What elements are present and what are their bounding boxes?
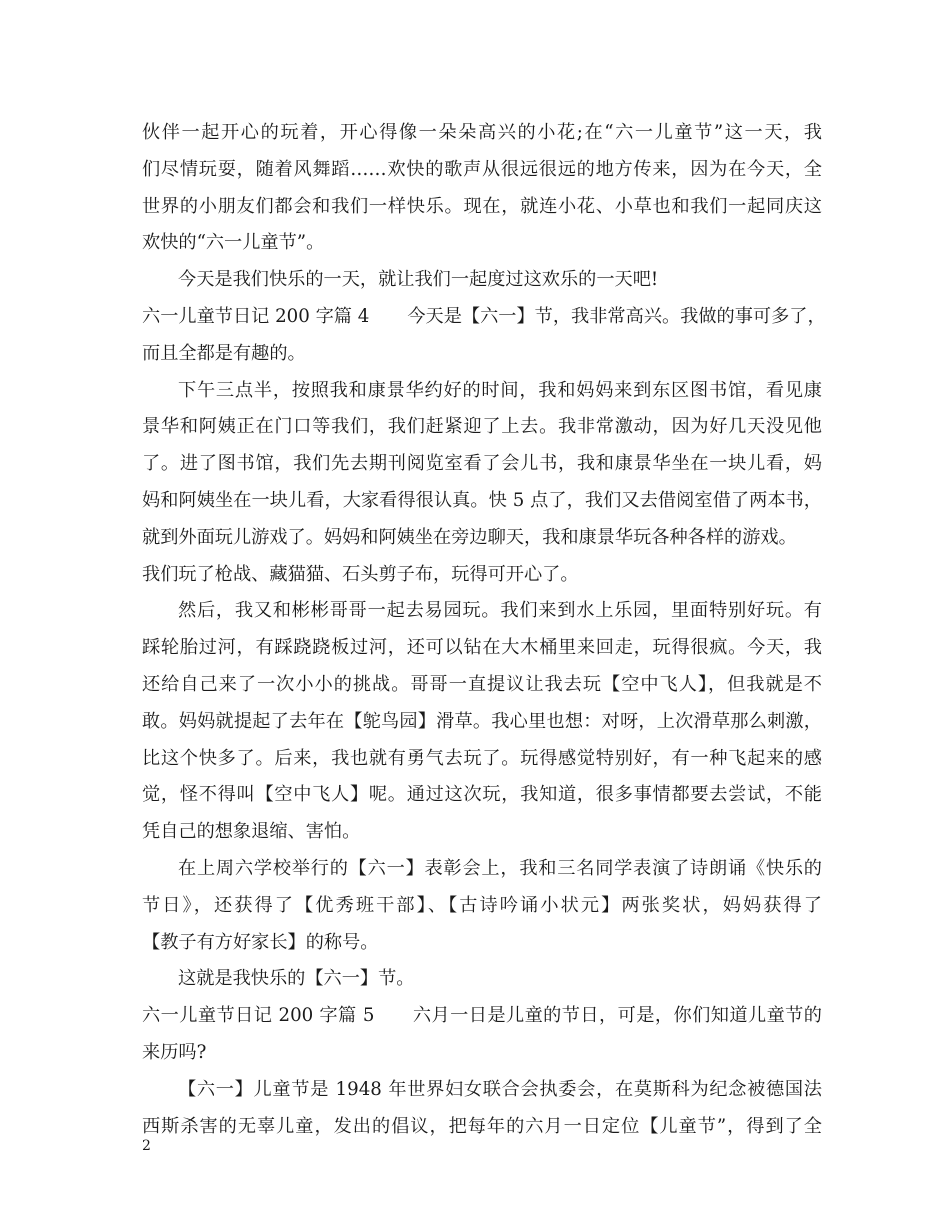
text-line: 这就是我快乐的【六一】节。 (178, 968, 415, 990)
text-line: 踩轮胎过河，有踩跷跷板过河，还可以钻在大木桶里来回走，玩得很疯。今天，我 (142, 637, 822, 659)
text-line: 今天是我们快乐的一天，就让我们一起度过这欢乐的一天吧! (178, 269, 659, 291)
text-line: 节日》，还获得了【优秀班干部】、【古诗吟诵小状元】两张奖状，妈妈获得了 (142, 894, 822, 916)
document-body (142, 115, 826, 1145)
text-line: 伙伴一起开心的玩着，开心得像一朵朵高兴的小花;在“六一儿童节”这一天，我 (142, 122, 822, 143)
text-line: 六月一日是儿童的节日，可是，你们知道儿童节的 (412, 1005, 822, 1027)
text-line: 们尽情玩耍，随着风舞蹈……欢快的歌声从很远很远的地方传来，因为在今天，全 (142, 158, 822, 180)
text-line: 觉，怪不得叫【空中飞人】呢。通过这次玩，我知道，很多事情都要去尝试，不能 (142, 784, 822, 806)
section-heading: 六一儿童节日记 200 字篇 4 (142, 305, 370, 327)
section-heading: 六一儿童节日记 200 字篇 5 (142, 1005, 375, 1027)
text-line: 敢。妈妈就提起了去年在【鸵鸟园】滑草。我心里也想：对呀，上次滑草那么刺激， (142, 710, 822, 732)
text-line: 比这个快多了。后来，我也就有勇气去玩了。玩得感觉特别好，有一种飞起来的感 (142, 747, 822, 769)
text-line: 来历吗? (142, 1041, 207, 1063)
text-line: 而且全都是有趣的。 (142, 342, 306, 364)
text-line: 【教子有方好家长】的称号。 (142, 931, 379, 953)
text-line: 还给自己来了一次小小的挑战。哥哥一直提议让我去玩【空中飞人】，但我就是不 (142, 673, 822, 695)
text-line: 今天是【六一】节，我非常高兴。我做的事可多了， (407, 305, 826, 327)
text-line: 景华和阿姨正在门口等我们，我们赶紧迎了上去。我非常激动，因为好几天没见他 (142, 416, 822, 438)
text-line: 就到外面玩儿游戏了。妈妈和阿姨坐在旁边聊天，我和康景华玩各种各样的游戏。 (142, 526, 797, 548)
text-line: 我们玩了枪战、藏猫猫、石头剪子布，玩得可开心了。 (142, 563, 579, 585)
text-line: 在上周六学校举行的【六一】表彰会上，我和三名同学表演了诗朗诵《快乐的 (178, 857, 822, 879)
section-heading-line (142, 998, 822, 1035)
text-line: 欢快的“六一儿童节”。 (142, 232, 325, 254)
text-line: 西斯杀害的无辜儿童，发出的倡议，把每年的六月一日定位【儿童节”，得到了全 (142, 1115, 822, 1137)
text-line: 下午三点半，按照我和康景华约好的时间，我和妈妈来到东区图书馆，看见康 (178, 379, 822, 401)
page-number: 2 (142, 1138, 151, 1154)
text-line: 世界的小朋友们都会和我们一样快乐。现在，就连小花、小草也和我们一起同庆这 (142, 195, 822, 217)
section-heading-line (142, 299, 826, 336)
text-line: 妈和阿姨坐在一块儿看，大家看得很认真。快 5 点了，我们又去借阅室借了两本书， (142, 489, 822, 511)
text-line: 了。进了图书馆，我们先去期刊阅览室看了会儿书，我和康景华坐在一块儿看，妈 (142, 453, 822, 475)
text-line: 【六一】儿童节是 1948 年世界妇女联合会执委会，在莫斯科为纪念被德国法 (178, 1078, 822, 1100)
text-line: 然后，我又和彬彬哥哥一起去易园玩。我们来到水上乐园，里面特别好玩。有 (178, 600, 822, 622)
text-line: 凭自己的想象退缩、害怕。 (142, 821, 361, 843)
